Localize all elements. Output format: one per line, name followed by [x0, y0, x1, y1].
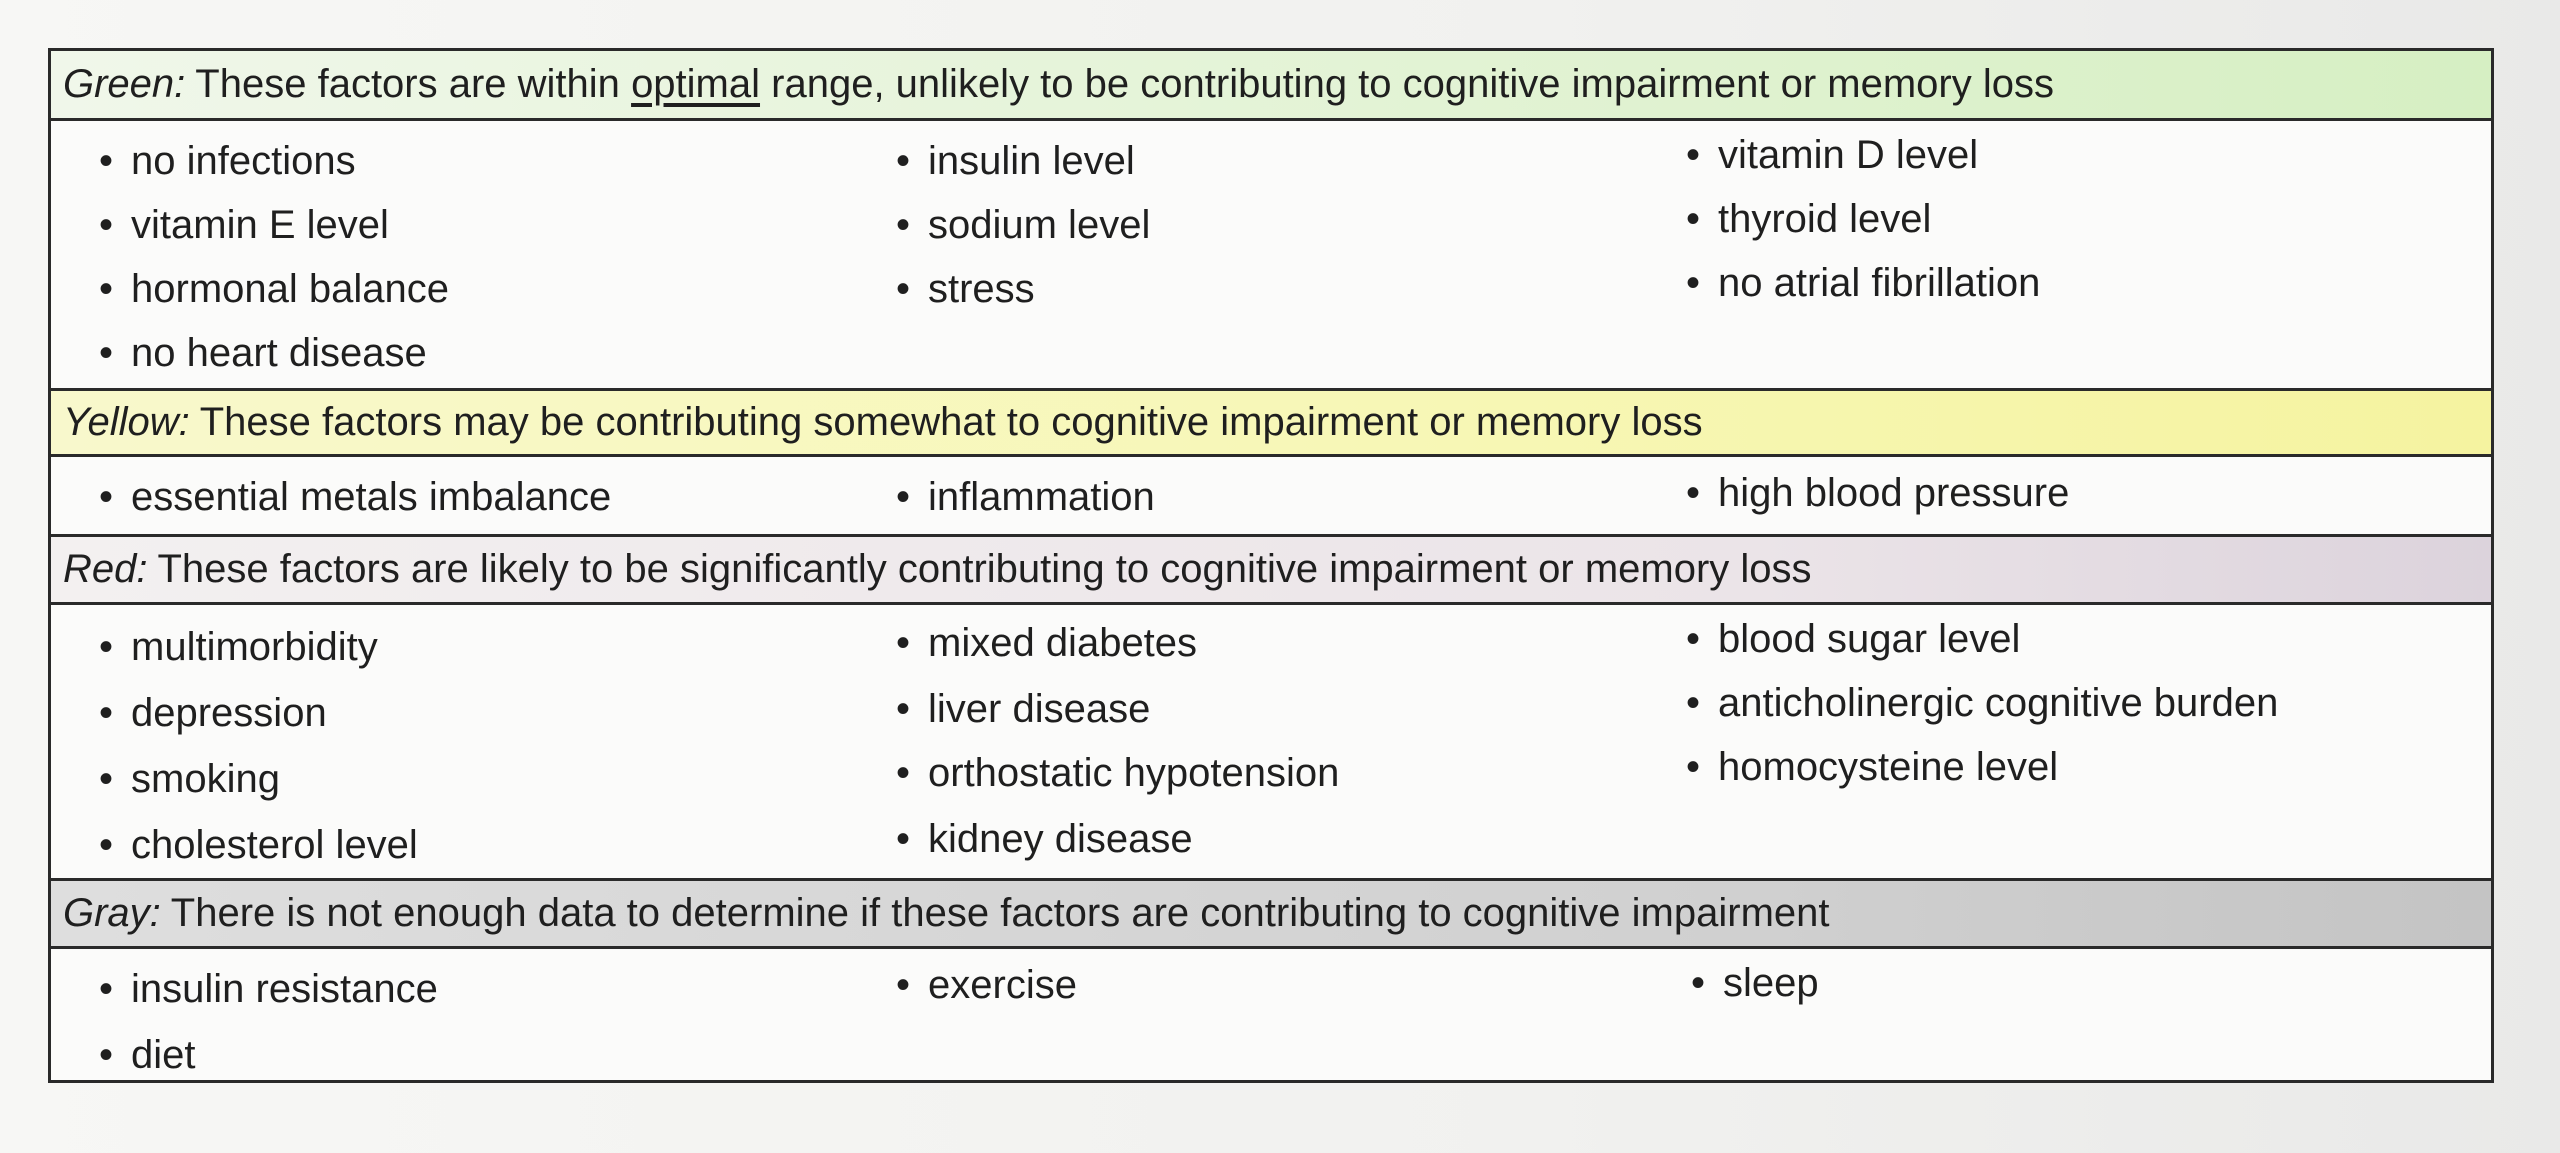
red-factors — [51, 605, 2491, 881]
risk-factor-table — [48, 48, 2494, 1083]
list-item: • inflammation — [896, 475, 1155, 519]
gray-desc: There is not enough data to determine if these factors are contributing to cognitive impairment — [170, 891, 1830, 935]
yellow-factors — [51, 457, 2491, 537]
list-item: • sodium level — [896, 203, 1151, 247]
list-item: • vitamin E level — [99, 203, 389, 247]
list-item: • homocysteine level — [1686, 745, 2059, 789]
gray-factors — [51, 949, 2491, 1080]
list-item: • no atrial fibrillation — [1686, 261, 2041, 305]
red-desc: These factors are likely to be significantly contributing to cognitive impairment or memory loss — [157, 547, 1812, 591]
green-desc-after: range, unlikely to be contributing to cognitive impairment or memory loss — [771, 62, 2054, 106]
gray-category-label: Gray: — [63, 891, 161, 935]
yellow-category-label: Yellow: — [63, 400, 190, 444]
list-item: • no infections — [99, 139, 356, 183]
list-item: • hormonal balance — [99, 267, 449, 311]
list-item: • orthostatic hypotension — [896, 751, 1340, 795]
list-item: • stress — [896, 267, 1035, 311]
list-item: • exercise — [896, 963, 1077, 1007]
list-item: • cholesterol level — [99, 823, 418, 867]
list-item: • blood sugar level — [1686, 617, 2021, 661]
list-item: • multimorbidity — [99, 625, 378, 669]
list-item: • smoking — [99, 757, 280, 801]
green-desc-underlined: optimal — [631, 62, 761, 106]
list-item: • liver disease — [896, 687, 1151, 731]
yellow-desc: These factors may be contributing somewhat to cognitive impairment or memory loss — [199, 400, 1703, 444]
list-item: • depression — [99, 691, 327, 735]
list-item: • thyroid level — [1686, 197, 1932, 241]
list-item: • sleep — [1691, 961, 1819, 1005]
yellow-header — [51, 391, 2491, 457]
green-desc-before: These factors are within — [195, 62, 620, 106]
list-item: • insulin level — [896, 139, 1135, 183]
list-item: • anticholinergic cognitive burden — [1686, 681, 2279, 725]
list-item: • diet — [99, 1033, 196, 1077]
list-item: • kidney disease — [896, 817, 1193, 861]
green-category-label: Green: — [63, 62, 186, 106]
green-factors — [51, 121, 2491, 391]
gray-header — [51, 881, 2491, 949]
list-item: • mixed diabetes — [896, 621, 1198, 665]
list-item: • no heart disease — [99, 331, 427, 375]
list-item: • essential metals imbalance — [99, 475, 612, 519]
green-header — [51, 51, 2491, 121]
list-item: • high blood pressure — [1686, 471, 2070, 515]
red-header — [51, 537, 2491, 605]
list-item: • vitamin D level — [1686, 133, 1979, 177]
red-category-label: Red: — [63, 547, 148, 591]
list-item: • insulin resistance — [99, 967, 438, 1011]
